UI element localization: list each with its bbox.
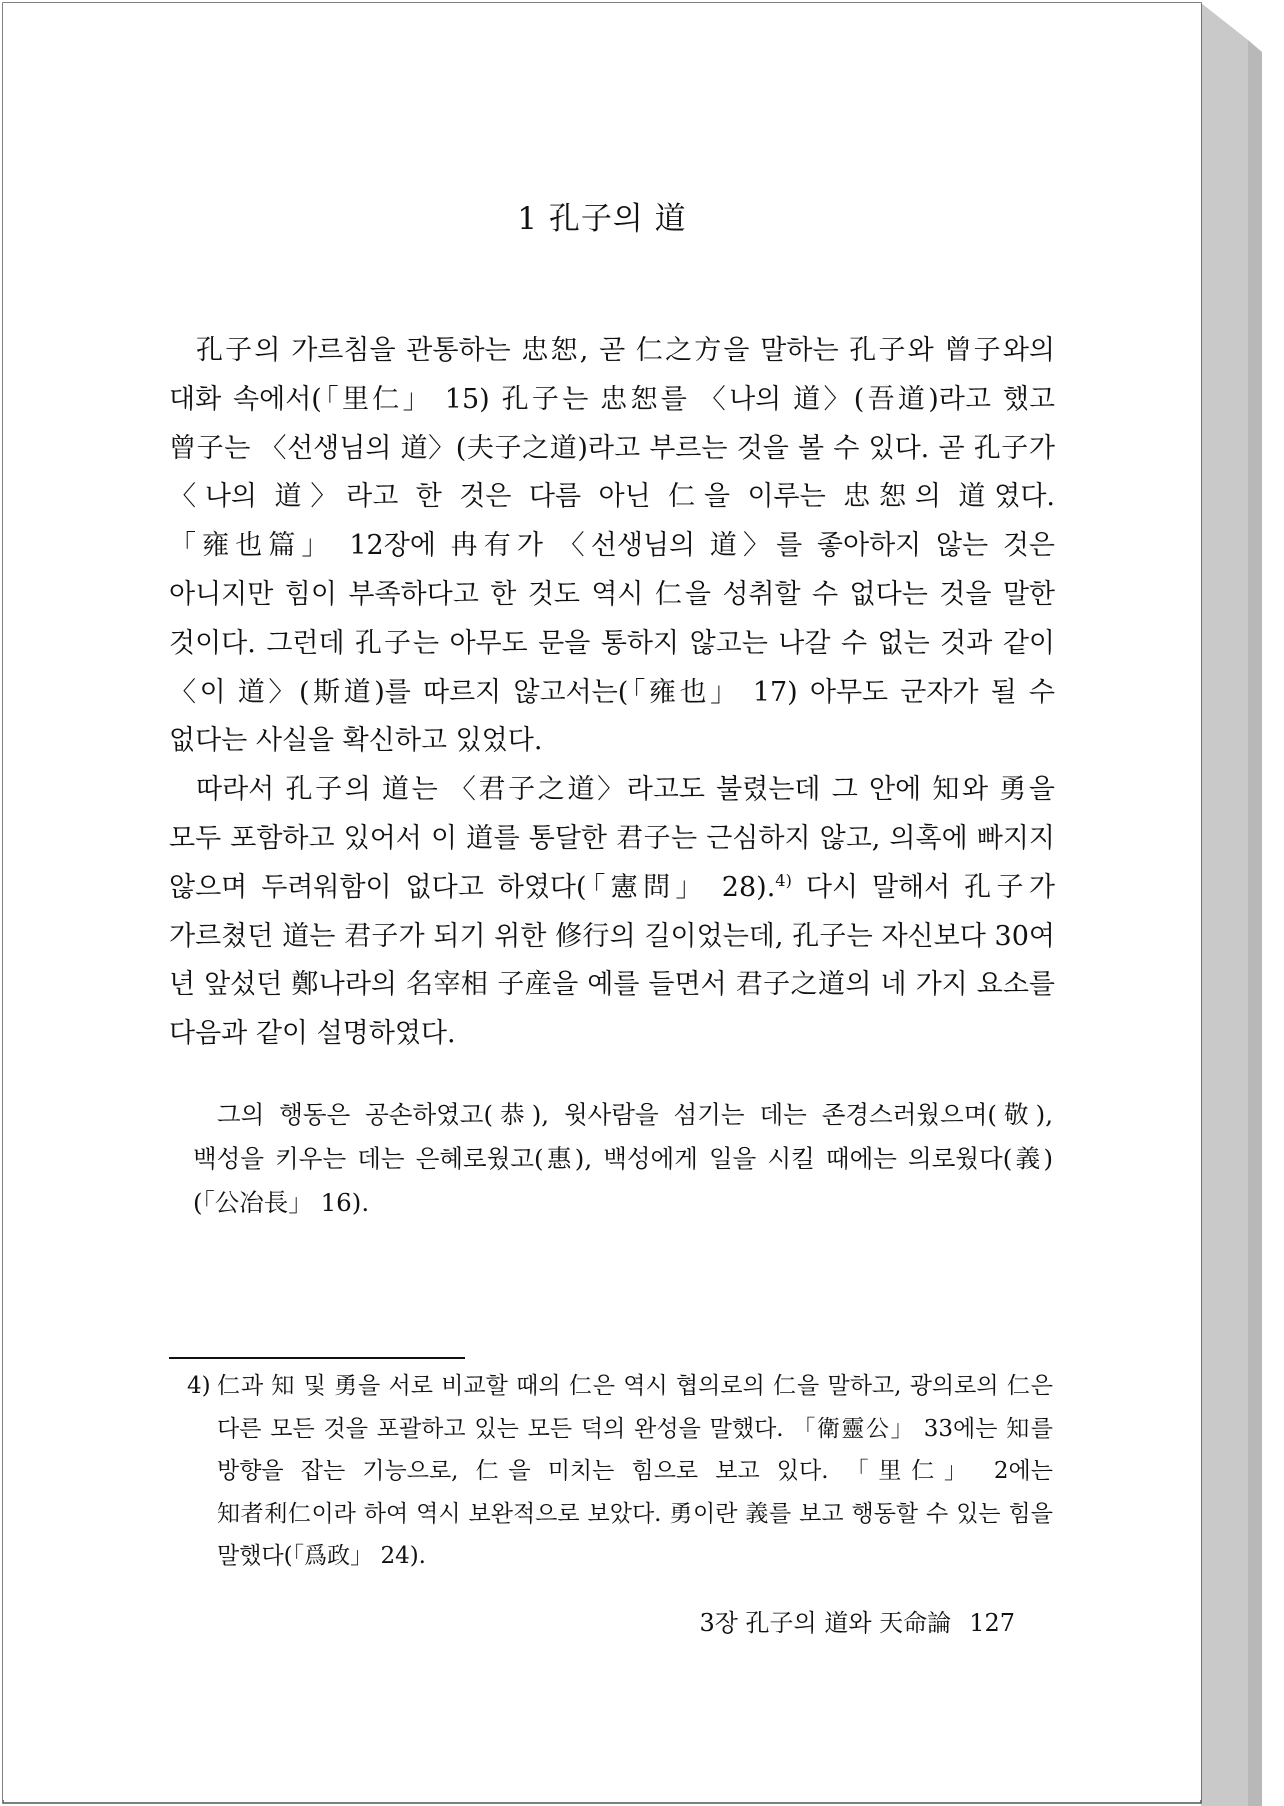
running-footer-chapter: 3장 孔子의 道와 天命論 (699, 1609, 952, 1637)
paragraph-1: 孔子의 가르침을 관통하는 忠恕, 곧 仁之方을 말하는 孔子와 曾子와의 대화 속에서(「里仁」 15) 孔子는 忠恕를 〈나의 道〉(吾道)라고 했고 曾子는 〈선생님의 道〉(夫子之道)라고 부르는 것을 볼 수 있다. 곧 孔子가 〈나의 道〉라고 한 것은 다름 아닌 仁을 이루는 忠恕의 道였다. 「雍也篇」 12장에 冉有가 〈선생님의 道〉를 좋아하지 않는 것은 아니지만 힘이 부족하다고 한 것도 역시 仁을 성취할 수 없다는 것을 말한 것이다. 그런데 孔子는 아무도 문을 통하지 않고는 나갈 수 없는 것과 같이 〈이 道〉(斯道)를 따르지 않고서는(「雍也」 17) 아무도 군자가 될 수 없다는 사실을 확신하고 있었다. (169, 335, 1055, 757)
paragraph-2-text: 따라서 孔子의 道는 〈君子之道〉라고도 불렸는데 그 안에 知와 勇을 모두 포함하고 있어서 이 道를 통달한 君子는 근심하지 않고, 의혹에 빠지지 않으며 두려워함이 없다고 하였다(「憲問」 28). (169, 774, 1055, 903)
page-sheet (3, 3, 1201, 1800)
quote-text: 그의 행동은 공손하였고(恭), 윗사람을 섬기는 데는 존경스러웠으며(敬), 백성을 키우는 데는 은혜로웠고(惠), 백성에게 일을 시킬 때에는 의로웠다(義)(「公冶長」 16). (193, 1100, 1053, 1217)
page-number: 127 (969, 1609, 1015, 1637)
book-side-edge (1201, 3, 1248, 1806)
paragraph-2 (169, 766, 1055, 1059)
footnote (189, 1365, 1053, 1578)
book-side-shadow (1248, 40, 1262, 1806)
footnote-mark: 4) (187, 1373, 211, 1399)
body-text (169, 327, 1055, 1059)
footnote-text: 仁과 知 및 勇을 서로 비교할 때의 仁은 역시 협의로의 仁을 말하고, 광의로의 仁은 다른 모든 것을 포괄하고 있는 모든 덕의 완성을 말했다. 「衛靈公」 33에는 知를 방향을 잡는 기능으로, 仁을 미치는 힘으로 보고 있다. 「里仁」 2에는 知者利仁이라 하여 역시 보완적으로 보았다. 勇이란 義를 보고 행동할 수 있는 힘을 말했다(「爲政」 24). (217, 1373, 1053, 1570)
running-footer (699, 1603, 1015, 1638)
page-title: 1 孔子의 道 (517, 201, 687, 237)
block-quote (193, 1093, 1053, 1225)
footnote-reference: 4) (775, 870, 792, 890)
paragraph-2-continued: 다시 말해서 孔子가 가르쳤던 道는 君子가 되기 위한 修行의 길이었는데, 孔子는 자신보다 30여 년 앞섰던 鄭나라의 名宰相 子産을 예를 들면서 君子之道의 네 가지 요소를 다음과 같이 설명하였다. (169, 871, 1055, 1050)
footnote-divider (169, 1357, 465, 1359)
